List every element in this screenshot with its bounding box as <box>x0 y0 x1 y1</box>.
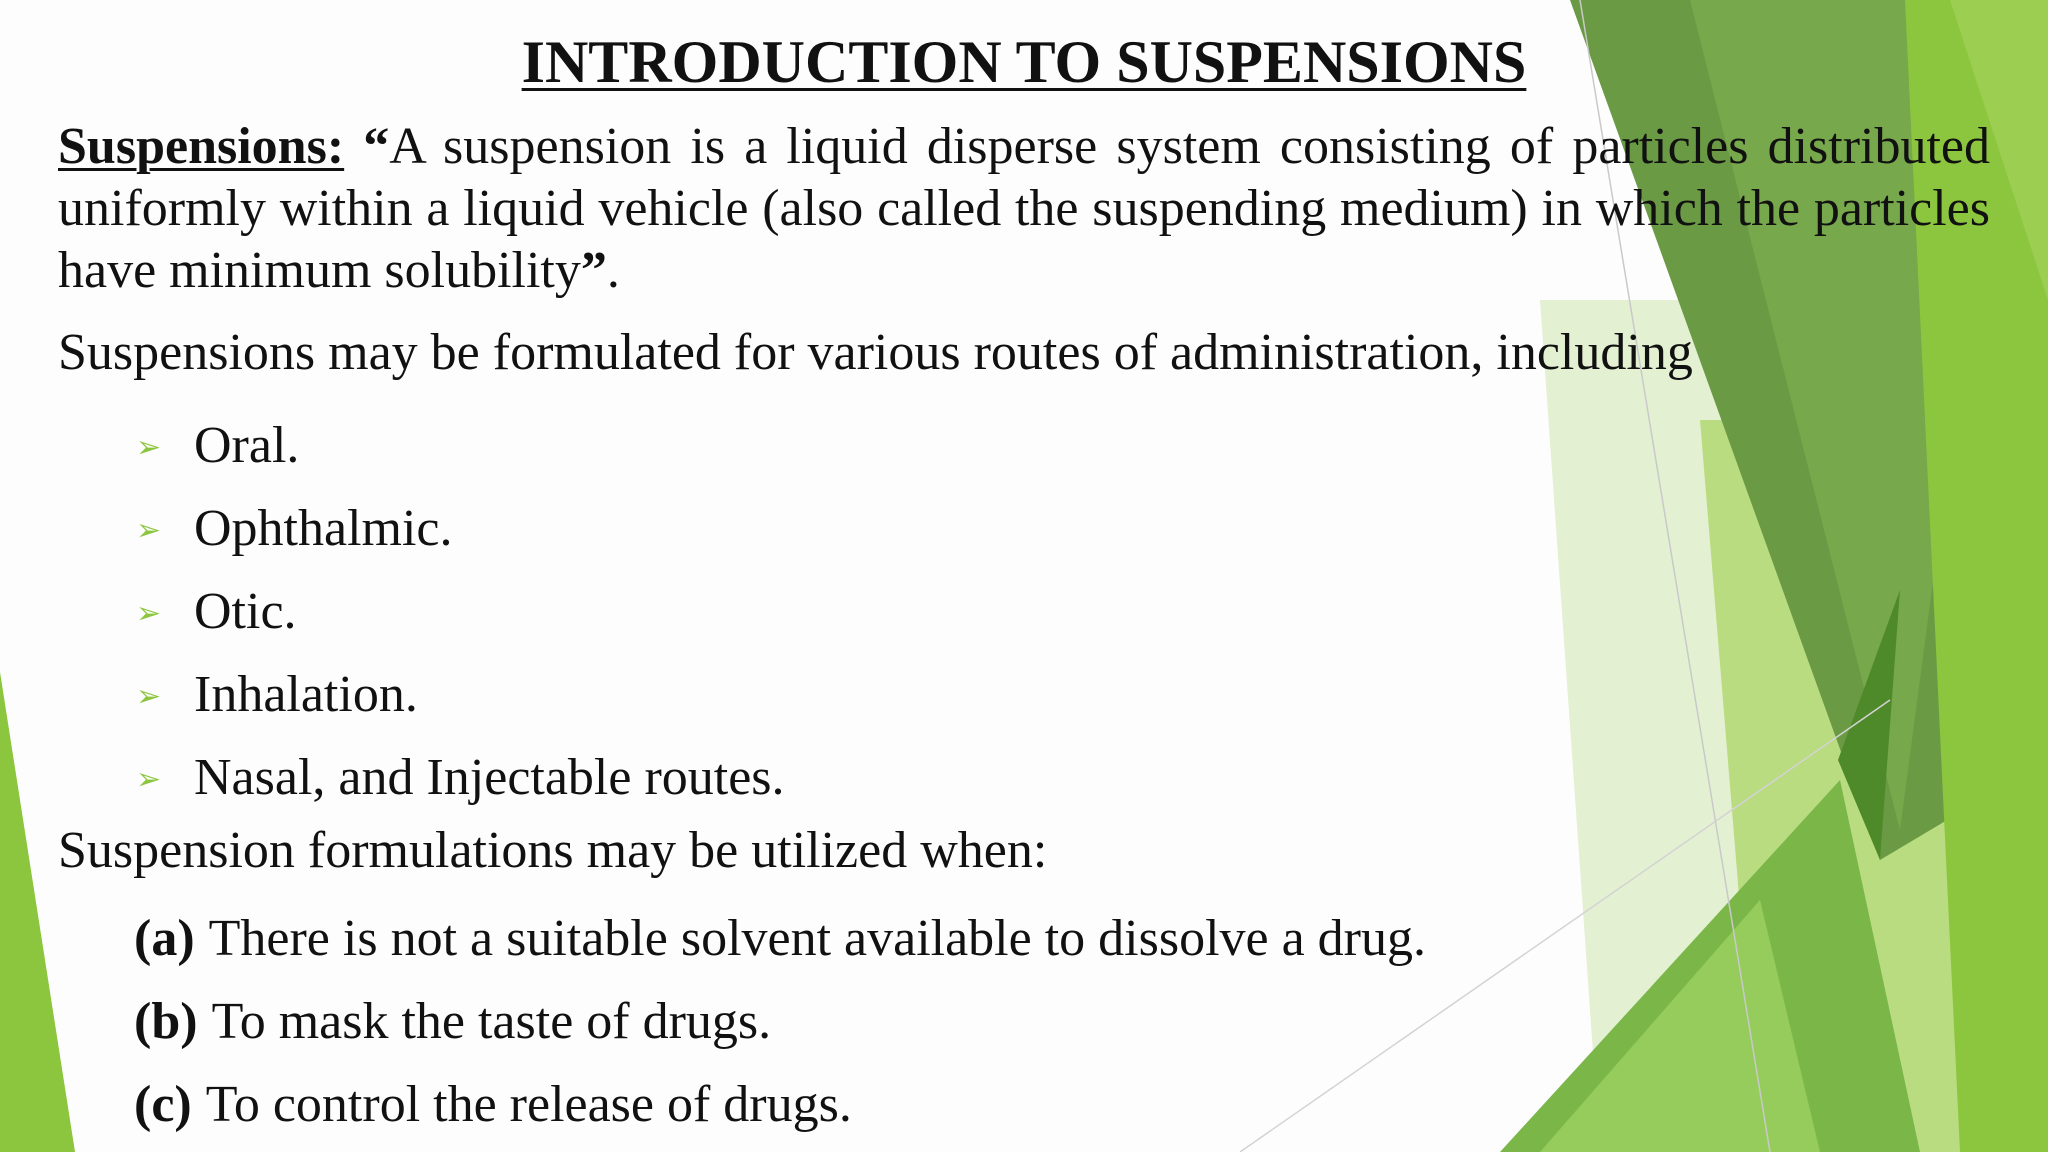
list-item <box>134 980 1426 1063</box>
arrow-bullet-icon: ➢ <box>136 429 162 465</box>
definition-paragraph <box>58 116 1990 302</box>
item-marker: (a) <box>134 909 195 967</box>
list-item <box>136 653 785 736</box>
list-item <box>136 404 785 487</box>
route-text: Oral. <box>194 416 300 474</box>
list-item <box>134 897 1426 980</box>
list-item <box>134 1063 1426 1146</box>
slide-title: INTRODUCTION TO SUSPENSIONS <box>521 29 1527 95</box>
item-marker: (b) <box>134 992 198 1050</box>
arrow-bullet-icon: ➢ <box>136 512 162 548</box>
use-text: To control the release of drugs. <box>205 1075 852 1133</box>
list-item <box>136 487 785 570</box>
definition-end: . <box>606 242 620 299</box>
definition-label: Suspensions: <box>58 118 345 175</box>
arrow-bullet-icon: ➢ <box>136 595 162 631</box>
definition-text: A suspension is a liquid disperse system consisting of particles distributed uniformly within a liquid vehicle (also called the suspending medium) in which the particles have minimum solubility <box>58 118 1990 299</box>
route-text: Nasal, and Injectable routes. <box>194 748 785 806</box>
arrow-bullet-icon: ➢ <box>136 761 162 797</box>
uses-list <box>134 897 1426 1146</box>
open-quote: “ <box>363 118 390 175</box>
use-text: There is not a suitable solvent available to dissolve a drug. <box>208 909 1426 967</box>
item-marker: (c) <box>134 1075 192 1133</box>
route-text: Ophthalmic. <box>194 499 453 557</box>
arrow-bullet-icon: ➢ <box>136 678 162 714</box>
routes-intro: Suspensions may be formulated for various routes of administration, including <box>58 324 1693 381</box>
use-text: To mask the taste of drugs. <box>211 992 772 1050</box>
route-text: Inhalation. <box>194 665 418 723</box>
route-text: Otic. <box>194 582 297 640</box>
list-item <box>136 570 785 653</box>
uses-intro: Suspension formulations may be utilized when: <box>58 822 1048 879</box>
routes-list <box>136 404 785 819</box>
close-quote: ” <box>580 242 607 299</box>
left-green-sliver <box>0 672 75 1152</box>
list-item <box>136 736 785 819</box>
